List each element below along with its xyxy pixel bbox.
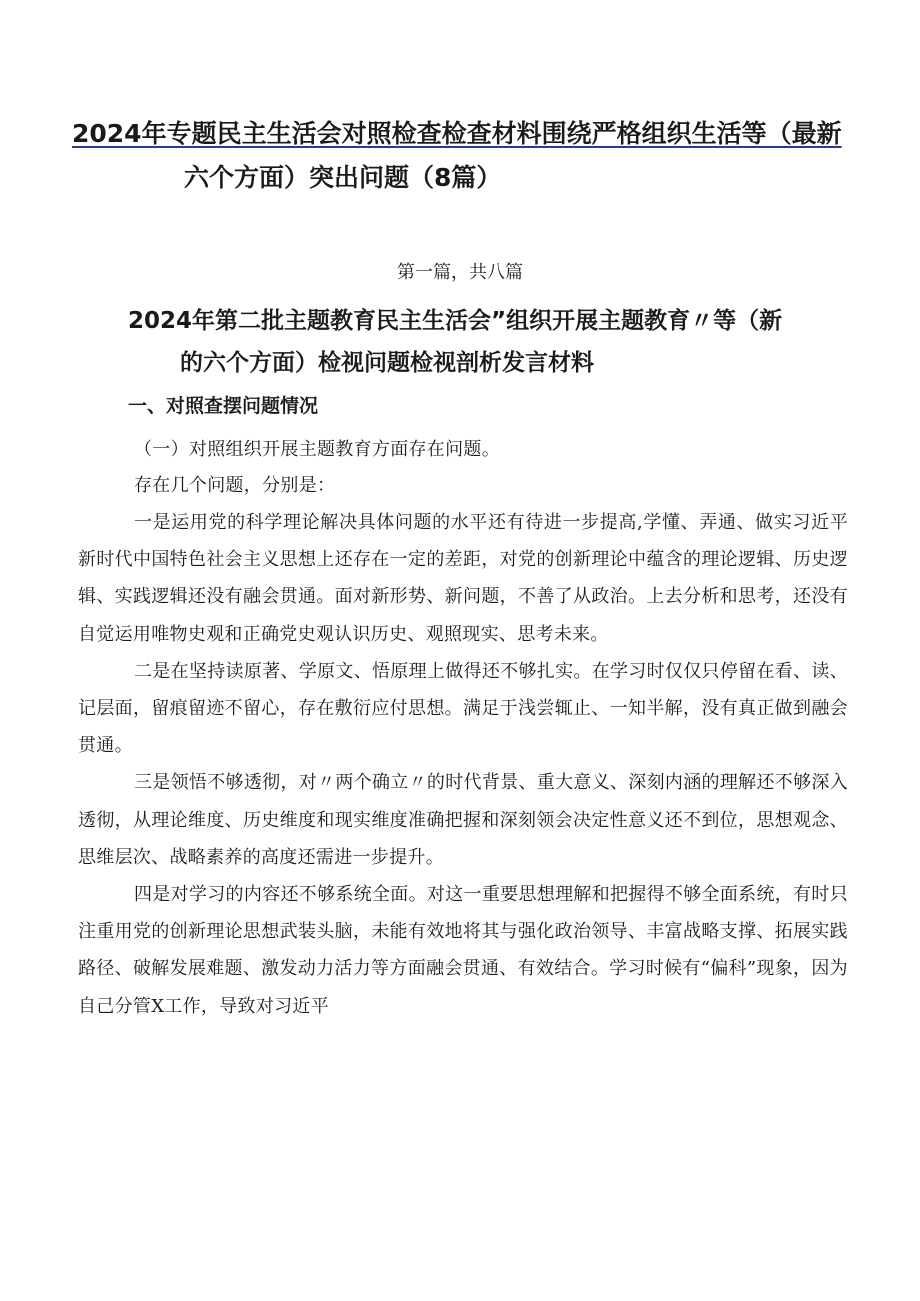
section-heading: 一、对照查摆问题情况 bbox=[128, 395, 319, 417]
article-title bbox=[128, 300, 868, 384]
paragraph: 二是在坚持读原著、学原文、悟原理上做得还不够扎实。在学习时仅仅只停留在看、读、记层面，留痕留迹不留心，存在敷衍应付思想。满足于浅尝辄止、一知半解，没有真正做到融会贯通。 bbox=[78, 660, 848, 757]
document-title bbox=[72, 112, 852, 200]
article-title-line-2: 的六个方面）检视问题检视剖析发言材料 bbox=[180, 350, 594, 376]
paragraph: （一）对照组织开展主题教育方面存在问题。 bbox=[134, 439, 500, 460]
document-title-line-2: 六个方面）突出问题（8篇） bbox=[184, 163, 502, 192]
article-title-line-1: 2024年第二批主题教育民主生活会”组织开展主题教育〃等（新 bbox=[128, 308, 783, 334]
document-body bbox=[78, 432, 848, 1025]
paragraph: 四是对学习的内容还不够系统全面。对这一重要思想理解和把握得不够全面系统，有时只注重用党的创新理论思想武装头脑，未能有效地将其与强化政治领导、丰富战略支撑、拓展实践路径、破解发展难题、激发动力活力等方面融会贯通、有效结合。学习时候有“偏科”现象，因为自己分管X工作，导致对习近平 bbox=[78, 884, 848, 1017]
paragraph: 存在几个问题，分别是： bbox=[134, 475, 336, 496]
paragraph: 三是领悟不够透彻，对〃两个确立〃的时代背景、重大意义、深刻内涵的理解还不够深入透彻，从理论维度、历史维度和现实维度准确把握和深刻领会决定性意义还不到位，思想观念、思维层次、战略素养的高度还需进一步提升。 bbox=[78, 772, 848, 868]
document-title-line-1[interactable]: 2024年专题民主生活会对照检查检查材料围绕严格组织生活等（最新 bbox=[72, 119, 842, 148]
part-label: 第一篇，共八篇 bbox=[397, 262, 523, 283]
paragraph: 一是运用党的科学理论解决具体问题的水平还有待进一步提高,学懂、弄通、做实习近平新时代中国特色社会主义思想上还存在一定的差距，对党的创新理论中蕴含的理论逻辑、历史逻辑、实践逻辑还没有融会贯通。面对新形势、新问题，不善了从政治。上去分析和思考，还没有自觉运用唯物史观和正确党史观认识历史、观照现实、思考未来。 bbox=[78, 512, 848, 645]
